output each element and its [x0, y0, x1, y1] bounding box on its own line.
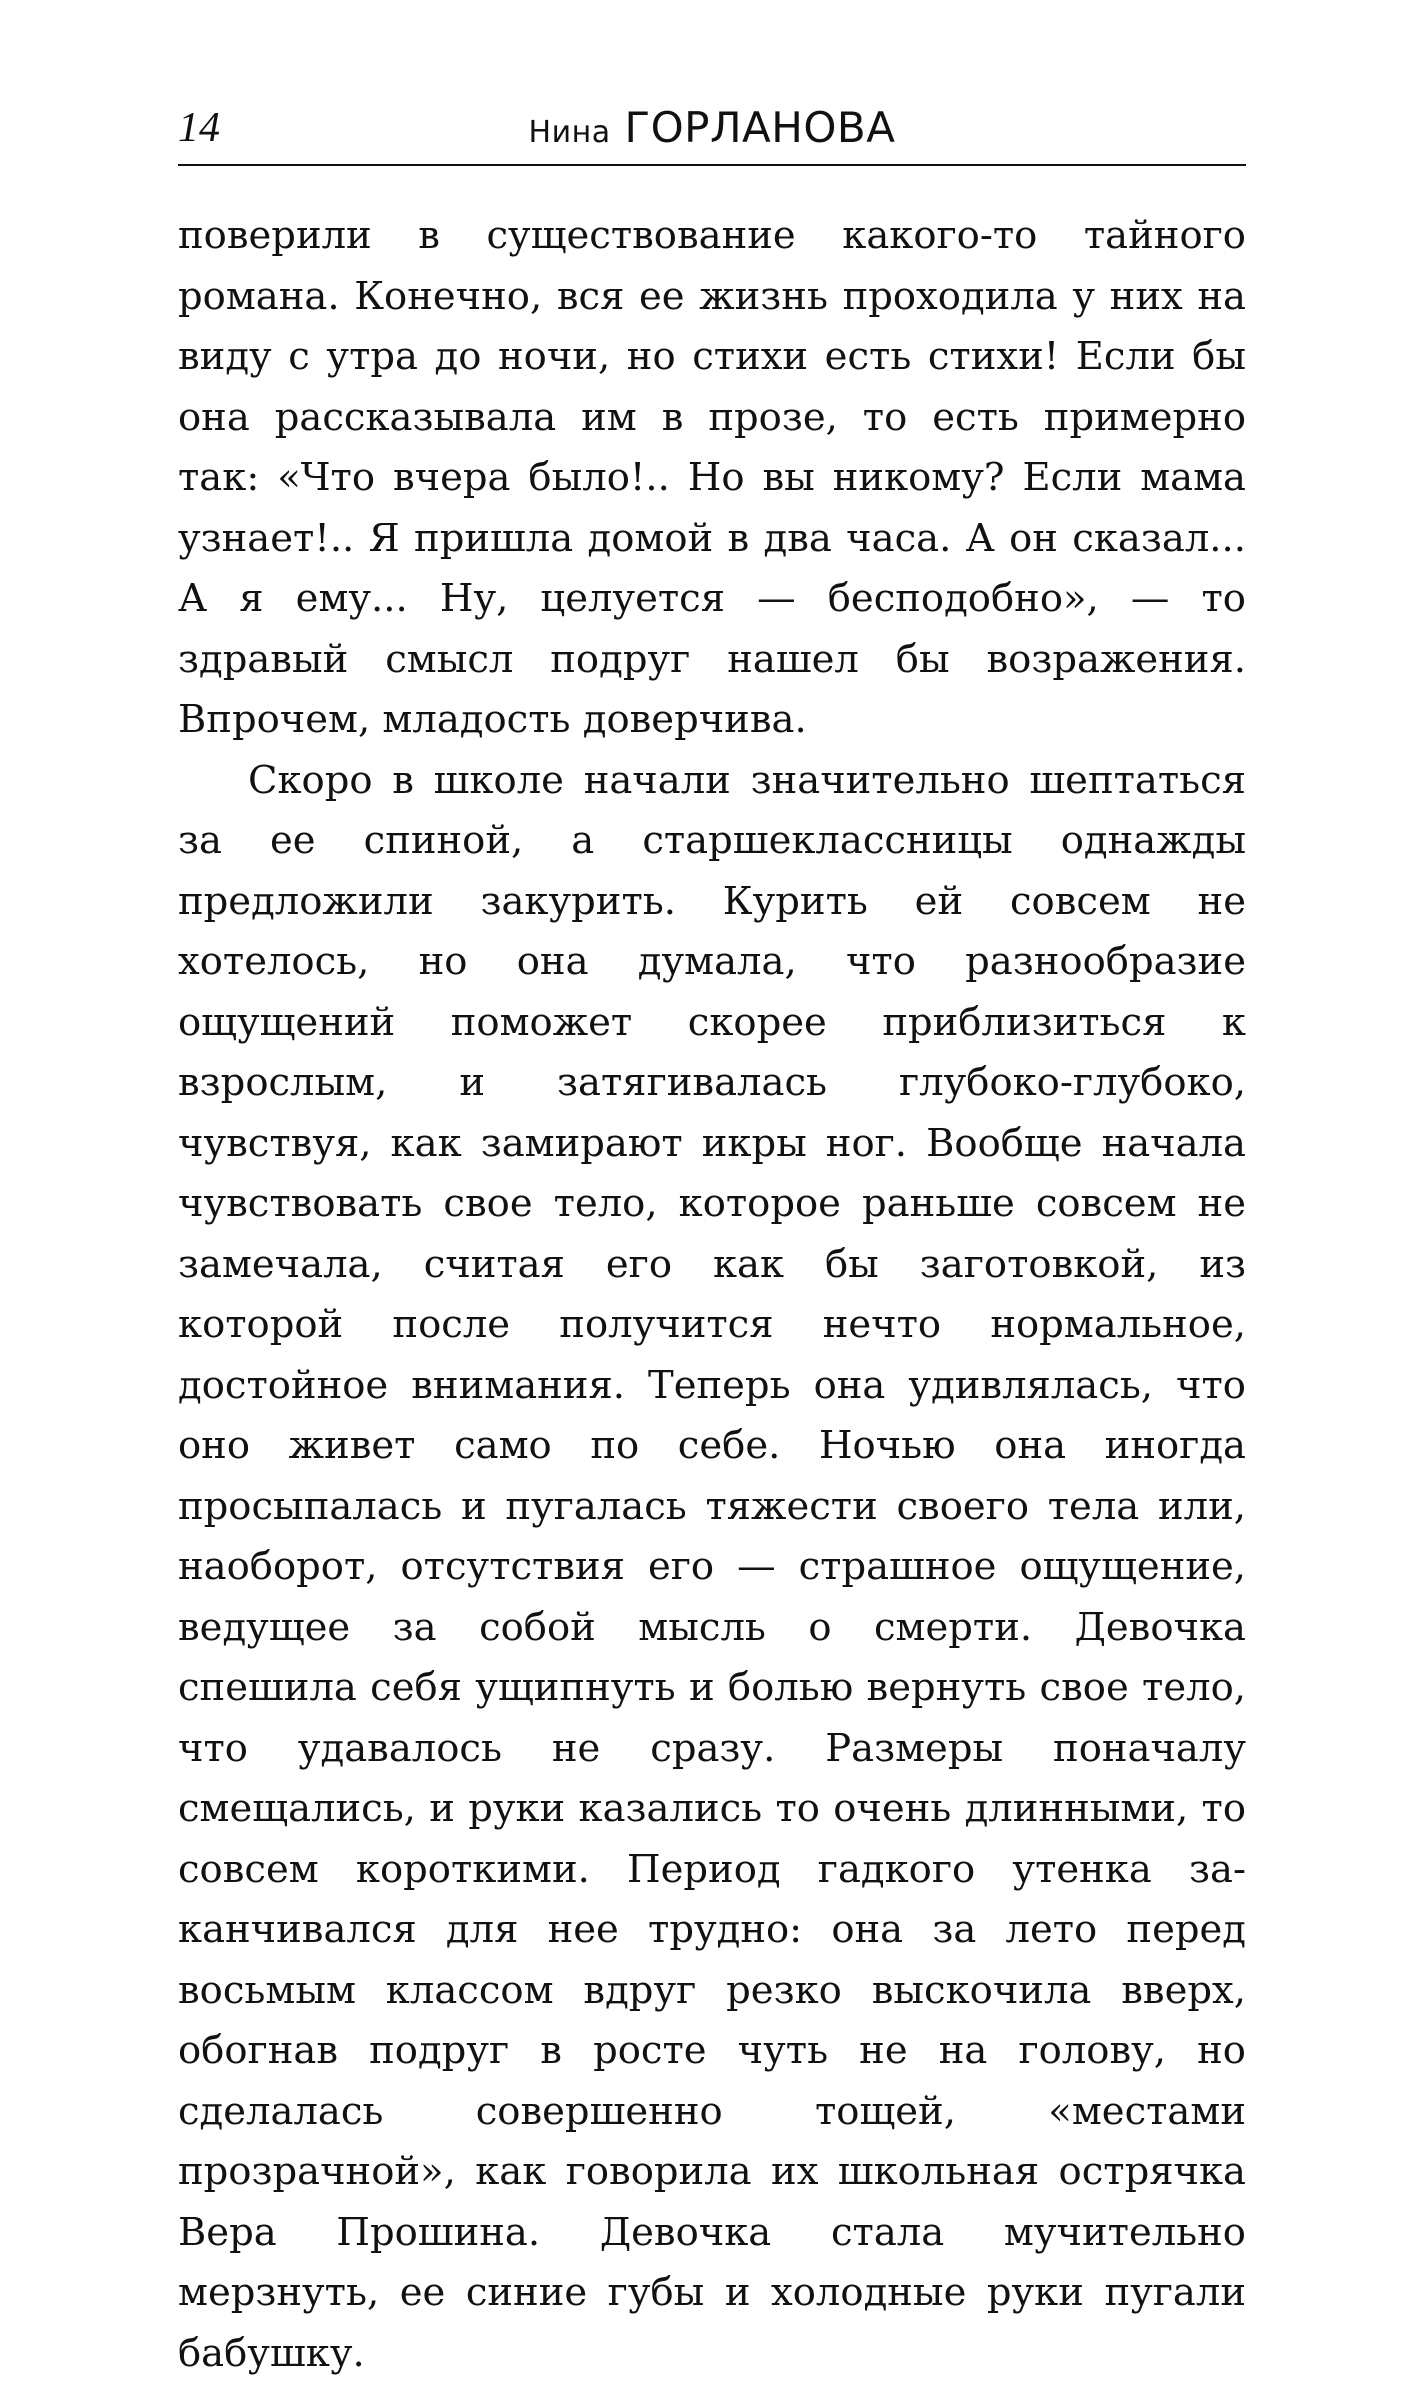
body-text — [178, 206, 1246, 2384]
author-first-name: Нина — [529, 115, 611, 150]
author-last-name: ГОРЛАНОВА — [624, 103, 895, 152]
page-header — [178, 92, 1246, 166]
page-number: 14 — [178, 100, 220, 156]
paragraph-continued: поверили в существование какого-то тайного романа. Конечно, вся ее жизнь проходила у них на виду с утра до ночи, но стихи есть стихи! Если бы она рассказывала им в прозе, то есть примерно так: «Что вчера было!.. Но вы никому? Если мама узнает!.. Я пришла домой в два часа. А он сказал... А я ему... Ну, целуется — бесподобно», — то здравый смысл подруг нашел бы возражения. Впрочем, младость доверчива. — [178, 206, 1246, 751]
paragraph: Скоро в школе начали значительно шептаться за ее спиной, а старшеклассницы однажды предложили закурить. Курить ей совсем не хотелось, но она думала, что разнообразие ощущений поможет скорее приблизиться к взрослым, и затягивалась глубоко-глубоко, чувствуя, как замирают икры ног. Вообще начала чувствовать свое тело, которое раньше совсем не замечала, считая его как бы заготовкой, из которой после получится нечто нормальное, достойное внимания. Теперь она удивлялась, что оно живет само по себе. Ночью она иногда просыпалась и пугалась тяжести своего тела или, наоборот, отсутствия его — страшное ощущение, ведущее за собой мысль о смерти. Девочка спешила себя ущипнуть и болью вернуть свое тело, что удавалось не сразу. Размеры поначалу смещались, и руки казались то очень длинными, то совсем короткими. Период гадкого утенка заканчивался для нее трудно: она за лето перед восьмым классом вдруг резко выскочила вверх, обогнав подруг в росте чуть не на голову, но сделалась совершенно тощей, «местами прозрачной», как говорила их школьная острячка Вера Прошина. Девочка стала мучительно мерзнуть, ее синие губы и холодные руки пугали бабушку. — [178, 751, 1246, 2384]
header-rule — [178, 164, 1246, 166]
running-head — [178, 100, 1246, 161]
